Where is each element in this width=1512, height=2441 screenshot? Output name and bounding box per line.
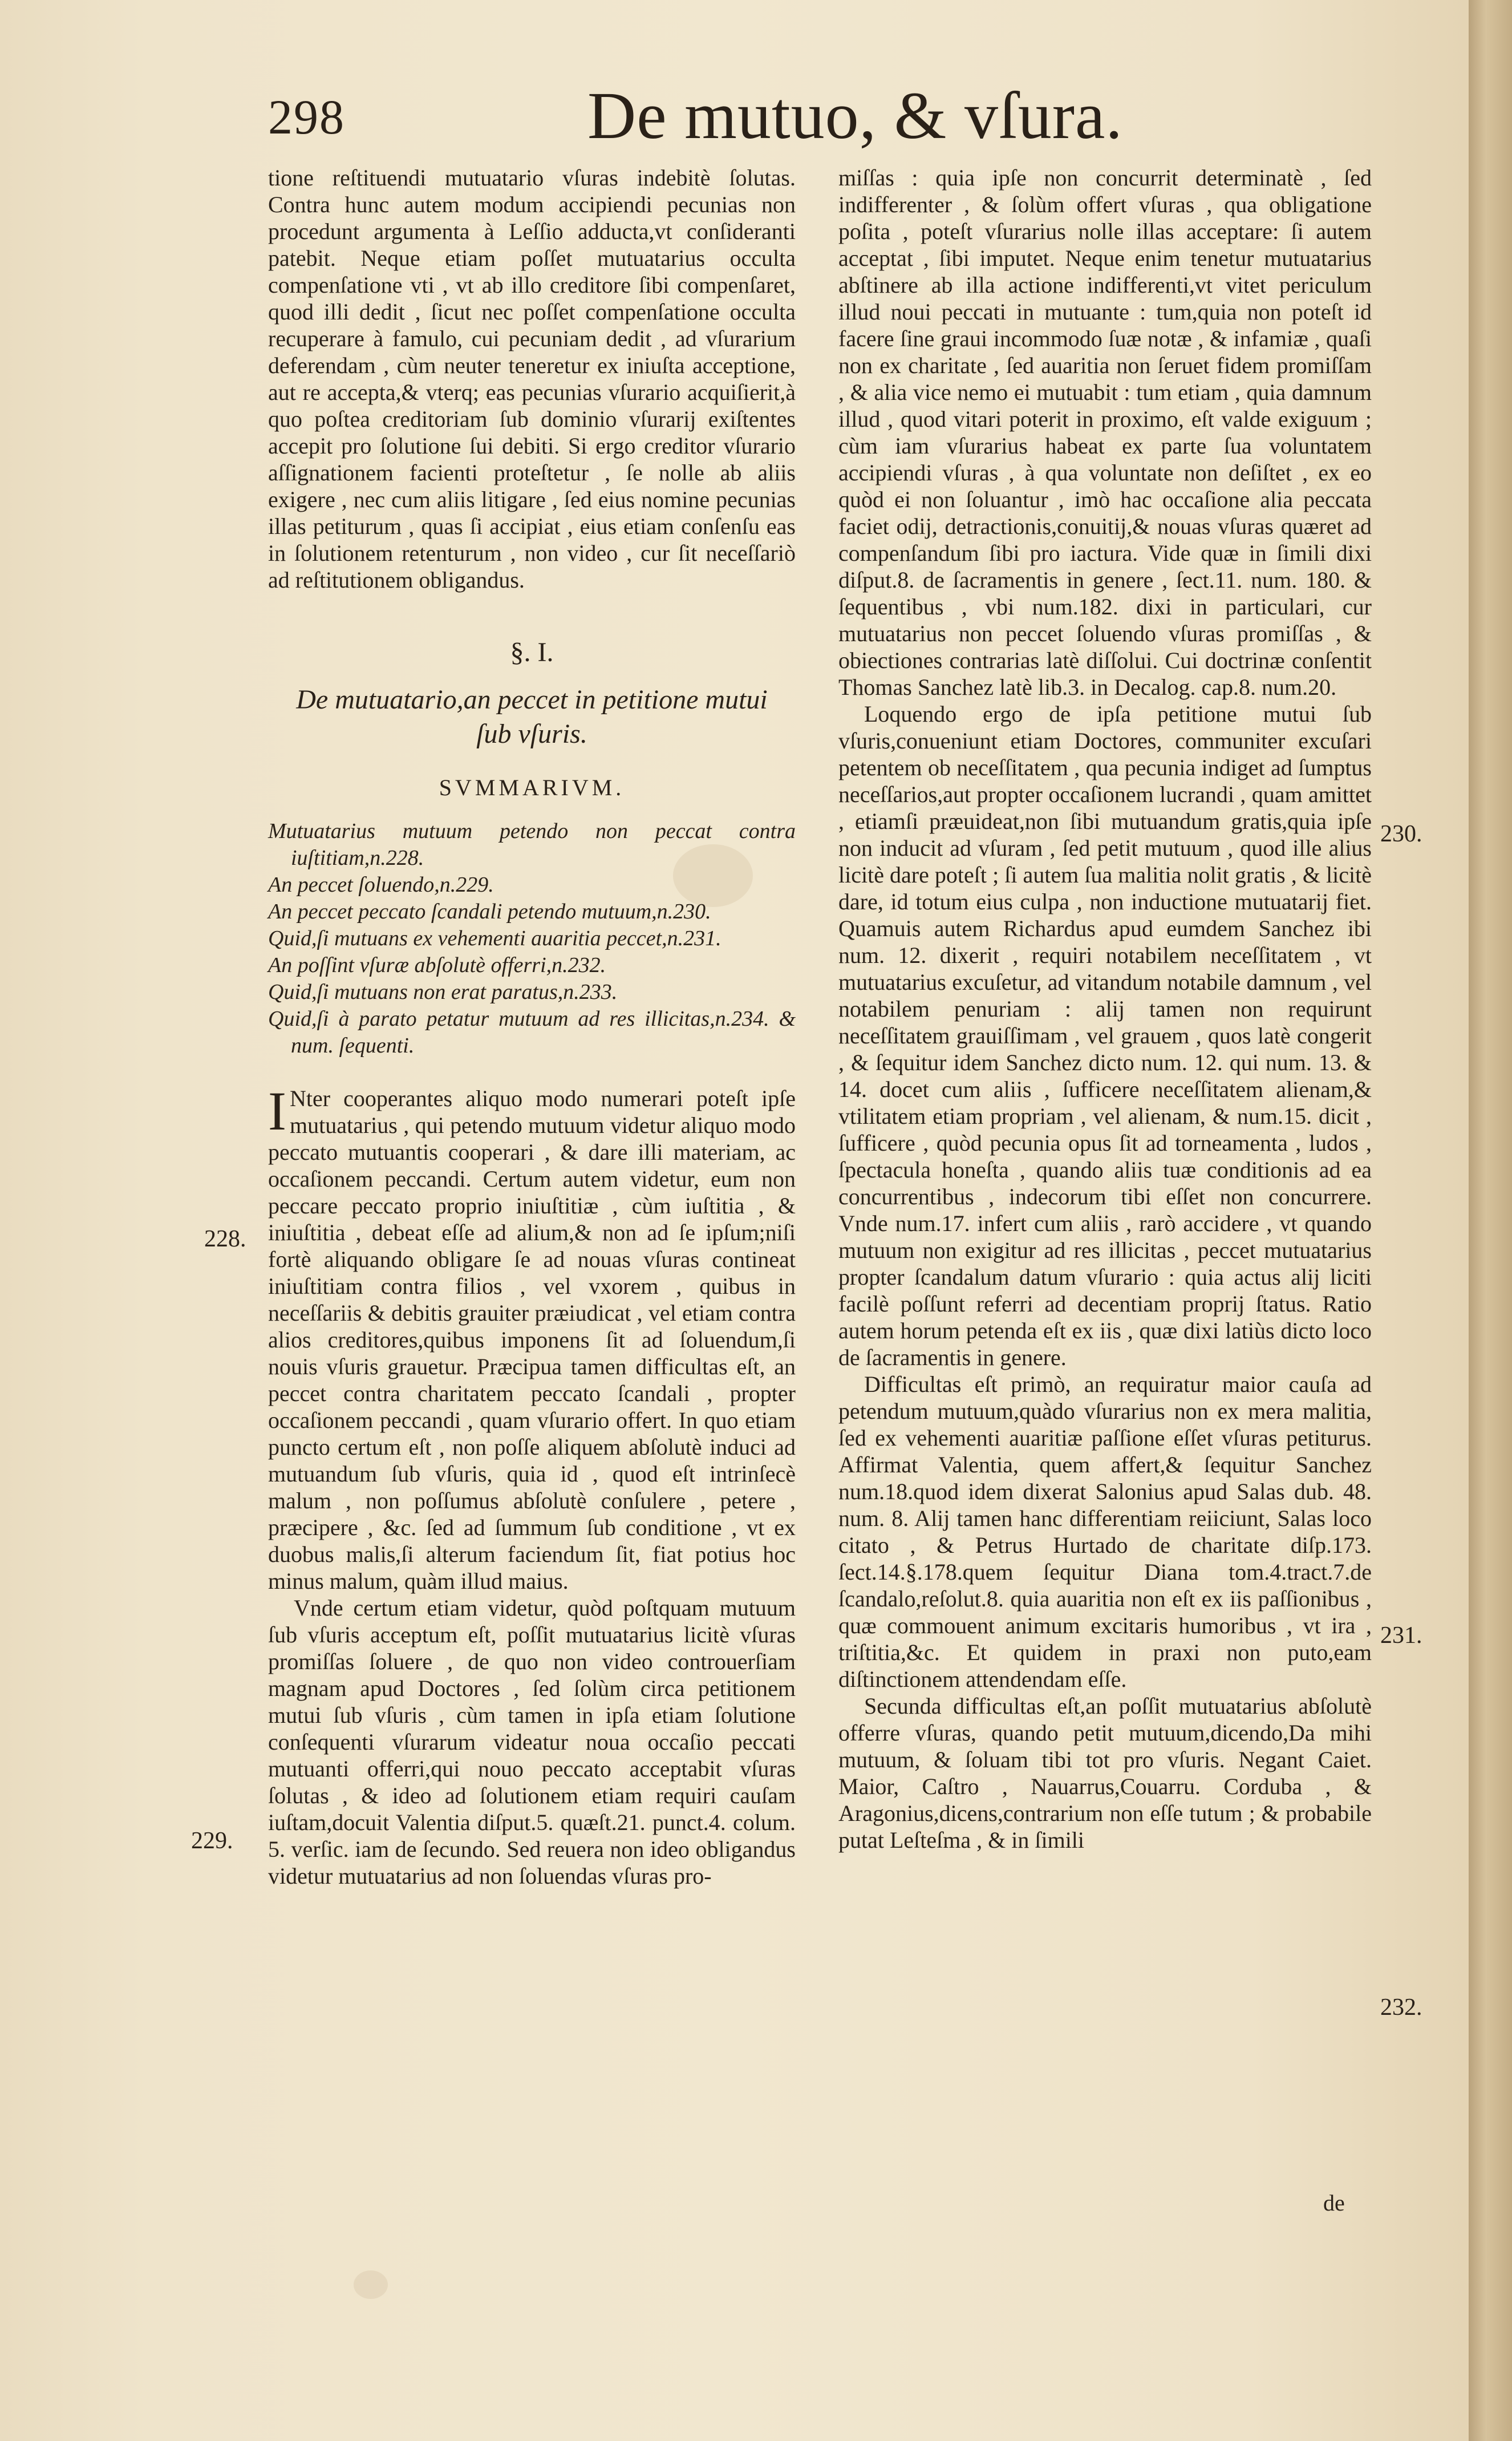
page-edge (1469, 0, 1512, 2441)
section-mark: §. I. (510, 637, 554, 667)
paragraph-232: Secunda difficultas eſt,an poſſit mutuatarius abſolutè offerre vſuras, quando petit mutuum,dicendo,Da mihi mutuum, & ſoluam tibi tot pro vſuris. Negant Caiet. Maior, Caſtro , Nauarrus,Couarru. Corduba , & Aragonius,dicens,contrarium non eſſe tutum ; & probabile putat Leſteſma , & in ſimili (838, 1693, 1372, 1853)
running-title: De mutuo, & vſura. (587, 78, 1123, 153)
margin-number-232: 232. (1380, 1994, 1422, 2021)
summary-item: Mutuatarius mutuum petendo non peccat contra iuſtitiam,n.228. (268, 819, 796, 870)
margin-number-231: 231. (1380, 1622, 1422, 1649)
summary-item: Quid,ſi mutuans non erat paratus,n.233. (268, 980, 618, 1004)
right-opening-paragraph: miſſas : quia ipſe non concurrit determinatè , ſed indifferenter , & ſolùm offert vſuras , qua obligatione poſita , poteſt vſurarius nolle illas acceptare: ſi autem acceptat , ſibi imputet. Neque enim tenetur mutuatarius abſtinere ab illa actione indifferenti,vt vitet periculum illud noui peccati in mutuante : tum,quia non poteſt id facere ſine graui incommodo ſuæ notæ , & infamiæ , quaſi non ex charitate , ſed auaritia non ſeruet fidem promiſſam , & alia vice nemo ei mutuabit : tum etiam , quia damnum illud , quod vitari poterit in proximo, eſt valde exiguum ; cùm iam vſurarius habeat ex parte ſua voluntatem accipiendi vſuras , à qua voluntate non deſiſtet , ex eo quòd ei non ſoluantur , imò hac occaſione alia peccata faciet odij, detractionis,conuitij,& nouas vſuras quæret ad compenſandum ſibi pro iactura. Vide quæ in ſimili dixi diſput.8. de ſacramentis in genere , ſect.11. num. 180. & ſequentibus , vbi num.182. dixi in particulari, cur mutuatarius non peccet ſoluendo vſuras promiſſas , & obiectiones contrarias latè diſſolui. Cui doctrinæ conſentit Thomas Sanchez latè lib.3. in Decalog. cap.8. num.20. (838, 165, 1372, 700)
summary-list (268, 818, 796, 1059)
summary-item: Quid,ſi mutuans ex vehementi auaritia peccet,n.231. (268, 926, 721, 950)
right-column (838, 164, 1372, 1853)
paragraph-231: Difficultas eſt primò, an requiratur maior cauſa ad petendum mutuum,quàdo vſurarius non ex mera malitia, ſed ex vehementi auaritiæ paſſione eſſet vſuras petiturus. Affirmat Valentia, quem affert,& ſequitur Sanchez num.18.quod idem dixerat Salonius apud Salas dub. 48. num. 8. Alij tamen hanc differentiam reiiciunt, Salas loco citato , & Petrus Hurtado de charitate diſp.173. ſect.14.§.178.quem ſequitur Diana tom.4.tract.7.de ſcandalo,reſolut.8. quia auaritia non eſt ex iis paſſionibus , quæ commouent animum excitaris humoribus , vt ira , triſtitia,&c. Et quidem in praxi non puto,eam diſtinctionem attendendam eſſe. (838, 1371, 1372, 1692)
margin-number-229: 229. (191, 1828, 233, 1854)
paragraph-228-text: Nter cooperantes aliquo modo numerari poteſt ipſe mutuatarius , qui petendo mutuum videtur aliquo modo peccato mutuantis cooperari , & dare illi materiam, ac occaſionem peccandi. Certum autem videtur, eum non peccare peccato proprio iniuſtitiæ , cùm iuſtitia , & iniuſtitia , debeat eſſe ad alium,& non ad ſe ipſum;niſi fortè aliquando obligare ſe ad nouas vſuras contineat iniuſtitiam contra filios , vel vxorem , quibus in neceſſariis & debitis grauiter præiudicat , vel etiam contra alios creditores,quibus imponens ſit ad ſoluendum,ſi nouis vſuris grauetur. Præcipua tamen difficultas eſt, an peccet contra charitatem peccato ſcandali , propter occaſionem peccandi , quam vſurario offert. In quo etiam puncto certum eſt , non poſſe aliquem abſolutè induci ad mutuandum ſub vſuris, quia id , quod eſt intrinſecè malum , non poſſumus abſolutè conſulere , petere , præcipere , &c. ſed ad ſummum ſub conditione , vt ex duobus malis,ſi alterum faciendum ſit, fiat potius hoc minus malum, quàm illud maius. (268, 1086, 796, 1594)
catchword: de (1323, 2190, 1345, 2216)
summary-item: An peccet peccato ſcandali petendo mutuum,n.230. (268, 900, 711, 924)
summary-item: An peccet ſoluendo,n.229. (268, 873, 494, 897)
paper-stain (354, 2270, 388, 2299)
left-opening-paragraph: tione reſtituendi mutuatario vſuras indebitè ſolutas. Contra hunc autem modum accipiendi pecunias non procedunt argumenta à Leſſio adducta,vt conſideranti patebit. Neque etiam poſſet mutuatarius occulta compenſatione vti , vt ab illo creditore ſibi compenſaret, quod illi dedit , ſicut nec poſſet compenſatione occulta recuperare à famulo, cui pecuniam dedit , ad vſurarium deferendam , cùm neuter teneretur ex iniuſta acceptione, aut re accepta,& vterq; eas pecunias vſurario acquiſierit,à quo poſtea creditoriam ſub dominio vſurarij exiſtentes accepit pro ſolutione ſui debiti. Si ergo creditor vſurario aſſignationem facienti proteſtetur , ſe nolle ab aliis exigere , nec cum aliis litigare , ſed eius nomine pecunias illas petiturum , quas ſi accipiat , eius etiam conſenſu eas in ſolutionem retenturum , non video , cur ſit neceſſariò ad reſtitutionem obligandus. (268, 165, 796, 593)
margin-number-230: 230. (1380, 821, 1422, 847)
section-title: De mutuatario,an peccet in petitione mutui ſub vſuris. (296, 685, 768, 749)
summary-heading: SVMMARIVM. (439, 775, 625, 800)
page-header (268, 77, 1123, 157)
paragraph-229: Vnde certum etiam videtur, quòd poſtquam mutuum ſub vſuris acceptum eſt, poſſit mutuatarius licitè vſuras promiſſas ſoluere , de quo non video controuerſiam magnam apud Doctores , ſed ſolùm circa petitionem mutui ſub vſuris , cùm tamen in ipſa etiam ſolutione conſequenti vſurarum videatur noua occaſio peccati mutuanti offerri,qui nouo peccato acceptabit vſuras ſolutas , & ideo ad ſolutionem etiam requiri cauſam iuſtam,docuit Valentia diſput.5. quæſt.21. punct.4. colum. 5. verſic. iam de ſecundo. Sed reuera non ideo obligandus videtur mutuatarius ad non ſoluendas vſuras pro- (268, 1595, 796, 1889)
summary-item: An poſſint vſuræ abſolutè offerri,n.232. (268, 953, 606, 977)
page-number: 298 (268, 90, 345, 144)
summary-item: Quid,ſi à parato petatur mutuum ad res illicitas,n.234. & num. ſequenti. (268, 1007, 796, 1058)
drop-cap: I (268, 1080, 286, 1141)
margin-number-228: 228. (204, 1226, 246, 1252)
paragraph-228 (268, 1080, 796, 1594)
paragraph-230: Loquendo ergo de ipſa petitione mutui ſub vſuris,conueniunt etiam Doctores, communiter excuſari petentem ob neceſſitatem , qua pecunia indiget ad ſumptus neceſſarios,aut propter occaſionem lucrandi , quam amittet , etiamſi præuideat,non ſibi mutuandum gratis,quia ipſe non inducit ad vſuram , ſed petit mutuum , quod ille alius licitè dare poteſt ; ſi autem ſua malitia nolit gratis , & licitè dare, id totum eius culpa , non inductione mutuatarij fiet. Quamuis autem Richardus apud eumdem Sanchez ibi num. 12. dixerit , requiri notabilem neceſſitatem , vt mutuatarius excuſetur, ad vitandum notabile damnum , vel notabilem penuriam : alij tamen non requirunt neceſſitatem grauiſſimam , vel grauem , quos latè congerit , & ſequitur idem Sanchez dicto num. 12. qui num. 13. & 14. docet cum aliis , ſufficere neceſſitatem alienam,& vtilitatem etiam propriam , vel alienam, & num.15. dicit , ſufficere , quòd pecunia opus ſit ad torneamenta , ludos , ſpectacula honeſta , quando aliis tuæ conditionis ad ea concurrentibus , indecorum tibi eſſet non concurrere. Vnde num.17. infert cum aliis , rarò accidere , vt quando mutuum non exigitur ad res illicitas , peccet mutuatarius propter ſcandalum datum vſurario : quia actus alij liciti facilè poſſunt referri ad decentiam proprij ſtatus. Ratio autem horum petenda eſt ex iis , quæ dixi latiùs dicto loco de ſacramentis in genere. (838, 701, 1372, 1370)
left-column (268, 164, 796, 1889)
